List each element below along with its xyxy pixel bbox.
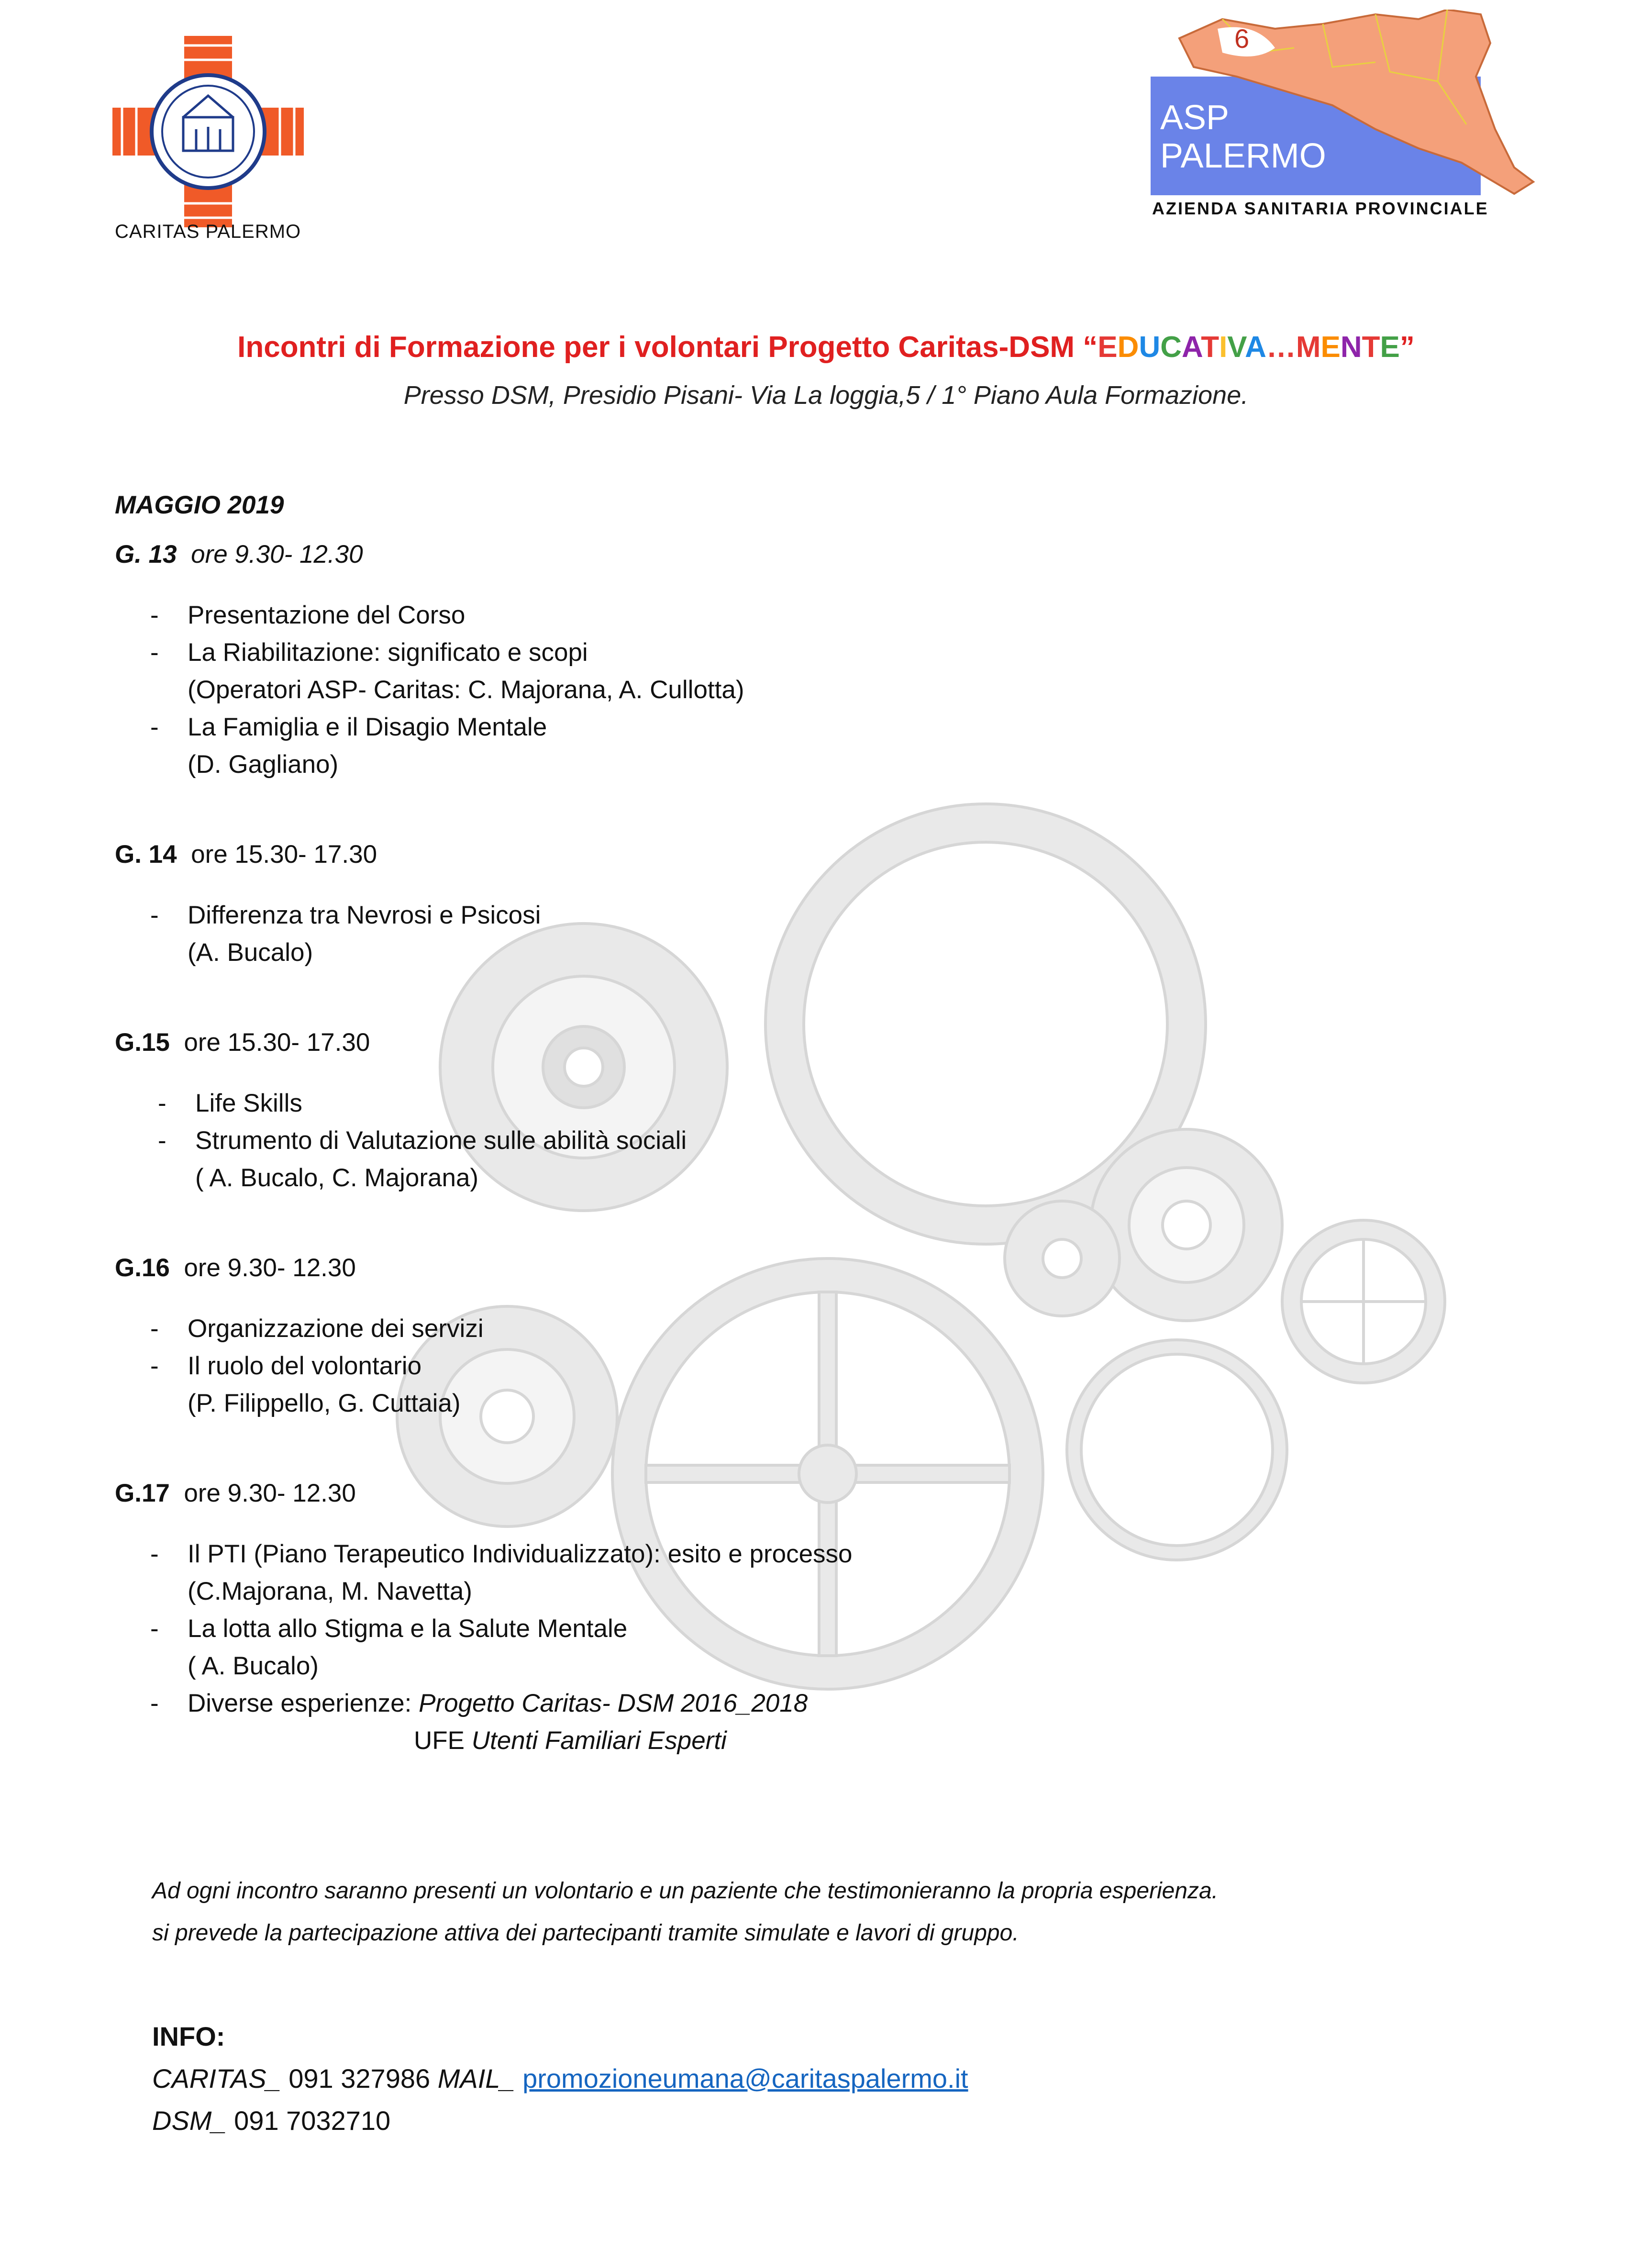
item-text: Organizzazione dei servizi bbox=[188, 1314, 484, 1343]
title-rainbow-letter: N bbox=[1340, 331, 1362, 364]
title-rainbow-letter: M bbox=[1296, 331, 1321, 364]
session-time: ore 15.30- 17.30 bbox=[184, 1028, 370, 1057]
session-heading bbox=[115, 540, 1407, 569]
item-text: Strumento di Valutazione sulle abilità sociali bbox=[195, 1126, 687, 1155]
info-caritas-line bbox=[152, 2058, 968, 2100]
page-title bbox=[0, 330, 1652, 364]
item-text: Presentazione del Corso bbox=[188, 601, 466, 629]
session-items bbox=[115, 597, 1407, 783]
list-item bbox=[115, 897, 1407, 971]
title-suffix: ” bbox=[1399, 331, 1415, 364]
session-time: ore 9.30- 12.30 bbox=[184, 1254, 356, 1282]
session-items bbox=[115, 1536, 1407, 1722]
item-speakers: (D. Gagliano) bbox=[188, 750, 339, 779]
caritas-label: CARITAS_ bbox=[152, 2063, 281, 2094]
asp-subtitle: AZIENDA SANITARIA PROVINCIALE bbox=[1152, 199, 1489, 218]
caritas-phone: 091 327986 bbox=[281, 2063, 438, 2094]
note-line: Ad ogni incontro saranno presenti un volontario e un paziente che testimonieranno la propria esperienza. bbox=[152, 1878, 1219, 1904]
title-rainbow-letter: A bbox=[1245, 331, 1266, 364]
list-item bbox=[115, 1536, 1407, 1610]
session-items bbox=[115, 1310, 1407, 1422]
item-project: Progetto Caritas- DSM 2016_2018 bbox=[419, 1689, 808, 1717]
title-rainbow-letter: U bbox=[1139, 331, 1161, 364]
session-day: G. 13 bbox=[115, 540, 177, 568]
item-speakers: (C.Majorana, M. Navetta) bbox=[188, 1577, 472, 1605]
asp-name-line1: ASP bbox=[1160, 99, 1230, 137]
email-link[interactable]: promozioneumana@caritaspalermo.it bbox=[522, 2063, 968, 2094]
list-item bbox=[115, 597, 1407, 634]
session-day: G.15 bbox=[115, 1028, 170, 1057]
session-heading bbox=[115, 840, 1407, 869]
month-heading: MAGGIO 2019 bbox=[115, 491, 284, 519]
session-time: ore 15.30- 17.30 bbox=[191, 840, 377, 869]
item-text: Life Skills bbox=[195, 1089, 302, 1117]
caritas-logo-caption: CARITAS PALERMO bbox=[115, 221, 301, 242]
session-items bbox=[122, 1085, 1407, 1197]
session bbox=[115, 1028, 1407, 1197]
title-rainbow-letter: T bbox=[1362, 331, 1380, 364]
item-text: La lotta allo Stigma e la Salute Mentale bbox=[188, 1615, 628, 1643]
title-rainbow-letter: D bbox=[1117, 331, 1139, 364]
item-speakers: ( A. Bucalo) bbox=[188, 1652, 319, 1680]
ufe-description: Utenti Familiari Esperti bbox=[471, 1726, 727, 1755]
session bbox=[115, 840, 1407, 971]
schedule bbox=[115, 490, 1407, 1760]
title-rainbow-letter: E bbox=[1380, 331, 1400, 364]
title-rainbow-letter: E bbox=[1098, 331, 1118, 364]
dsm-phone: 091 7032710 bbox=[226, 2105, 391, 2136]
title-rainbow-letter: V bbox=[1227, 331, 1245, 364]
list-item bbox=[122, 1085, 1407, 1122]
session bbox=[115, 540, 1407, 783]
session bbox=[115, 1253, 1407, 1422]
item-text: La Famiglia e il Disagio Mentale bbox=[188, 713, 547, 741]
session-day: G.16 bbox=[115, 1254, 170, 1282]
asp-name-line2: PALERMO bbox=[1160, 137, 1326, 175]
asp-region-number: 6 bbox=[1234, 23, 1250, 54]
list-item bbox=[115, 709, 1407, 783]
item-text: Il PTI (Piano Terapeutico Individualizzato): esito e processo bbox=[188, 1540, 853, 1568]
page-subtitle: Presso DSM, Presidio Pisani- Via La loggia,5 / 1° Piano Aula Formazione. bbox=[403, 381, 1249, 410]
title-prefix: Incontri di Formazione per i volontari Progetto Caritas-DSM “ bbox=[237, 331, 1098, 364]
info-dsm-line bbox=[152, 2100, 968, 2142]
item-text: La Riabilitazione: significato e scopi bbox=[188, 638, 588, 667]
session-items bbox=[115, 897, 1407, 971]
session bbox=[115, 1479, 1407, 1760]
list-item bbox=[115, 1348, 1407, 1422]
item-speakers: ( A. Bucalo, C. Majorana) bbox=[195, 1164, 479, 1192]
title-rainbow-word bbox=[1098, 331, 1400, 364]
session-time: ore 9.30- 12.30 bbox=[191, 540, 363, 568]
list-item bbox=[122, 1122, 1407, 1197]
item-speakers: (P. Filippello, G. Cuttaia) bbox=[188, 1389, 461, 1417]
title-rainbow-letter: T bbox=[1201, 331, 1220, 364]
dsm-label: DSM_ bbox=[152, 2105, 227, 2136]
mail-label: MAIL_ bbox=[437, 2063, 515, 2094]
item-text: Diverse esperienze: bbox=[188, 1689, 419, 1717]
item-speakers: (Operatori ASP- Caritas: C. Majorana, A. Cullotta) bbox=[188, 676, 744, 704]
list-item bbox=[115, 634, 1407, 709]
ufe-line bbox=[115, 1722, 1407, 1760]
note-line: si prevede la partecipazione attiva dei partecipanti tramite simulate e lavori di gruppo. bbox=[152, 1920, 1019, 1946]
title-rainbow-letter: A bbox=[1182, 331, 1201, 364]
note bbox=[152, 1870, 1218, 1954]
title-rainbow-letter: C bbox=[1160, 331, 1182, 364]
list-item bbox=[115, 1310, 1407, 1348]
ufe-label: UFE bbox=[414, 1726, 472, 1755]
item-speakers: (A. Bucalo) bbox=[188, 938, 313, 967]
title-rainbow-letter: … bbox=[1266, 331, 1296, 364]
info-title: INFO: bbox=[152, 2021, 225, 2051]
session-day: G. 14 bbox=[115, 840, 177, 869]
sicily-map-icon bbox=[1151, 10, 1552, 196]
info-block bbox=[152, 2016, 968, 2142]
session-heading bbox=[115, 1479, 1407, 1508]
session-heading bbox=[115, 1253, 1407, 1282]
list-item bbox=[115, 1610, 1407, 1685]
item-text: Differenza tra Nevrosi e Psicosi bbox=[188, 901, 541, 929]
title-rainbow-letter: I bbox=[1219, 331, 1228, 364]
item-text: Il ruolo del volontario bbox=[188, 1352, 422, 1380]
title-rainbow-letter: E bbox=[1320, 331, 1341, 364]
caritas-logo-icon bbox=[112, 36, 304, 227]
session-day: G.17 bbox=[115, 1479, 170, 1507]
session-heading bbox=[115, 1028, 1407, 1057]
list-item bbox=[115, 1685, 1407, 1722]
session-time: ore 9.30- 12.30 bbox=[184, 1479, 356, 1507]
